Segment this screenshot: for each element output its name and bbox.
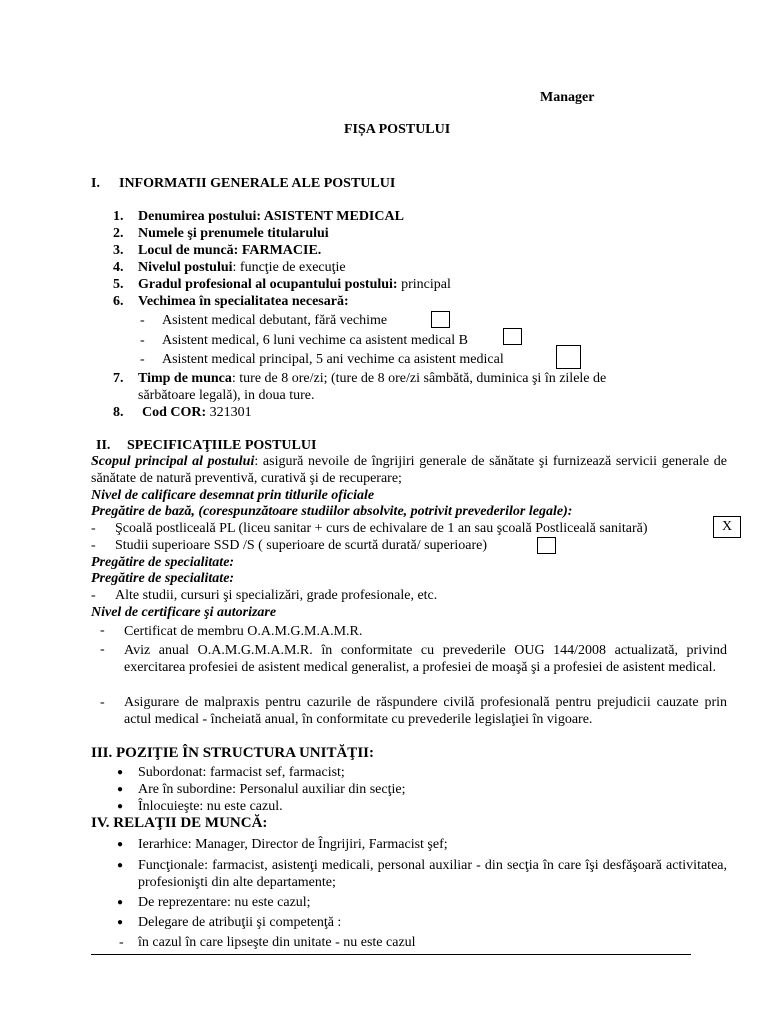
- bullet: ●: [117, 784, 124, 795]
- cert-item-membru: Certificat de membru O.A.M.G.M.A.M.R.: [124, 624, 363, 639]
- item-grad: Gradul profesional al ocupantului postului: principal: [138, 277, 451, 292]
- vechime-debutant-checkbox[interactable]: [431, 311, 450, 328]
- spec-item: Alte studii, cursuri şi specializări, grade profesionale, etc.: [115, 588, 438, 603]
- scop-principal: Scopul principal al postului: asigură nevoile de îngrijiri generale de sănătate şi furnizează servicii generale de sănătate de natură preventivă, curativă şi de recuperare;: [91, 454, 728, 486]
- item-number: 4.: [113, 260, 124, 275]
- pregatire-baza: Pregătire de bază, (corespunzătoare studiilor absolvite, potrivit prevederilor legale):: [91, 504, 573, 519]
- relatii-functionale: Funcţionale: farmacist, asistenţi medicali, personal auxiliar - din secţia în care îşi desfăşoară activitatea, profesionişti din alte departamente;: [138, 858, 727, 890]
- item-vechime: Vechimea în specialitatea necesară:: [138, 294, 349, 309]
- item-number: 1.: [113, 209, 124, 224]
- bullet: ●: [117, 917, 124, 928]
- dash: -: [119, 935, 124, 950]
- dash: -: [91, 588, 96, 603]
- item-nume: Numele şi prenumele titularului: [138, 226, 329, 241]
- manager-label: Manager: [540, 90, 595, 105]
- item-nivel: Nivelul postului: funcţie de execuţie: [138, 260, 346, 275]
- section1-roman: I.: [91, 176, 100, 191]
- item-denumire: Denumirea postului: ASISTENT MEDICAL: [138, 209, 404, 224]
- relatii-reprezentare: De reprezentare: nu este cazul;: [138, 895, 311, 910]
- dash: -: [100, 642, 105, 657]
- vechime-option-debutant: Asistent medical debutant, fără vechime: [162, 313, 388, 328]
- dash: -: [91, 521, 96, 536]
- item-timp: Timp de munca: ture de 8 ore/zi; (ture de 8 ore/zi sâmbătă, duminica şi în zilele de: [138, 371, 607, 386]
- dash: -: [140, 352, 145, 367]
- section2-roman: II.: [96, 438, 111, 453]
- pozitie-inlocuieste: Înlocuieşte: nu este cazul.: [138, 799, 283, 814]
- pozitie-subordonat: Subordonat: farmacist sef, farmacist;: [138, 765, 345, 780]
- vechime-6luni-checkbox[interactable]: [503, 328, 522, 345]
- item-number: 6.: [113, 294, 124, 309]
- item-number: 3.: [113, 243, 124, 258]
- nivel-calificare: Nivel de calificare desemnat prin titlurile oficiale: [91, 488, 375, 503]
- bullet: ●: [117, 801, 124, 812]
- pregatire-specialitate: Pregătire de specialitate:: [91, 555, 235, 570]
- dash: -: [140, 313, 145, 328]
- bullet: ●: [117, 897, 124, 908]
- cert-item-aviz: Aviz anual O.A.M.G.M.A.M.R. în conformitate cu prevederile OUG 144/2008 actualizată, privind exercitarea profesiei de asistent medical generalist, a profesiei de moaşă şi a profesiei de asistent medical.: [124, 643, 727, 675]
- postliceala-checkbox-checked[interactable]: X: [713, 516, 741, 538]
- cert-item-malpraxis: Asigurare de malpraxis pentru cazurile de răspundere civilă profesională pentru prejudicii cauzate prin actul medical - încheiată anual, în conformitate cu prevederile legislaţiei în vigoare.: [124, 695, 727, 727]
- page-title: FIȘA POSTULUI: [344, 122, 451, 137]
- item-number: 5.: [113, 277, 124, 292]
- bullet: ●: [117, 860, 124, 871]
- item-cod-cor: Cod COR: 321301: [142, 405, 252, 420]
- dash: -: [140, 333, 145, 348]
- item-number: 2.: [113, 226, 124, 241]
- vechime-option-principal: Asistent medical principal, 5 ani vechime ca asistent medical: [162, 352, 504, 367]
- bullet: ●: [117, 839, 124, 850]
- item-loc: Locul de muncă: FARMACIE.: [138, 243, 322, 258]
- baza-item-postliceala: Şcoală postliceală PL (liceu sanitar + curs de echivalare de 1 an sau şcoală Postliceală sanitară): [115, 521, 648, 536]
- item-number: 7.: [113, 371, 124, 386]
- nivel-certificare: Nivel de certificare şi autorizare: [91, 605, 277, 620]
- vechime-option-6luni: Asistent medical, 6 luni vechime ca asistent medical B: [162, 333, 468, 348]
- pregatire-specialitate: Pregătire de specialitate:: [91, 571, 235, 586]
- item-timp-cont: sărbătoare legală), in doua ture.: [138, 388, 315, 403]
- section4-heading: IV. RELAŢII DE MUNCĂ:: [91, 815, 268, 831]
- section3-heading: III. POZIŢIE ÎN STRUCTURA UNITĂŢII:: [91, 745, 374, 761]
- delegare-sub-item: în cazul în care lipseşte din unitate - nu este cazul: [138, 935, 416, 950]
- dash: -: [100, 695, 105, 710]
- dash: -: [100, 623, 105, 638]
- bottom-divider: [91, 954, 691, 955]
- item-number: 8.: [113, 405, 124, 420]
- section2-heading: SPECIFICAŢIILE POSTULUI: [127, 438, 317, 453]
- baza-item-superioare: Studii superioare SSD /S ( superioare de scurtă durată/ superioare): [115, 538, 488, 553]
- dash: -: [91, 538, 96, 553]
- superioare-checkbox[interactable]: [537, 537, 556, 554]
- relatii-delegare: Delegare de atribuţii şi competenţă :: [138, 915, 342, 930]
- vechime-principal-checkbox[interactable]: [556, 345, 581, 369]
- bullet: ●: [117, 767, 124, 778]
- relatii-ierarhice: Ierarhice: Manager, Director de Îngrijiri, Farmacist şef;: [138, 837, 448, 852]
- section1-heading: INFORMATII GENERALE ALE POSTULUI: [119, 176, 396, 191]
- pozitie-subordine: Are în subordine: Personalul auxiliar din secţie;: [138, 782, 406, 797]
